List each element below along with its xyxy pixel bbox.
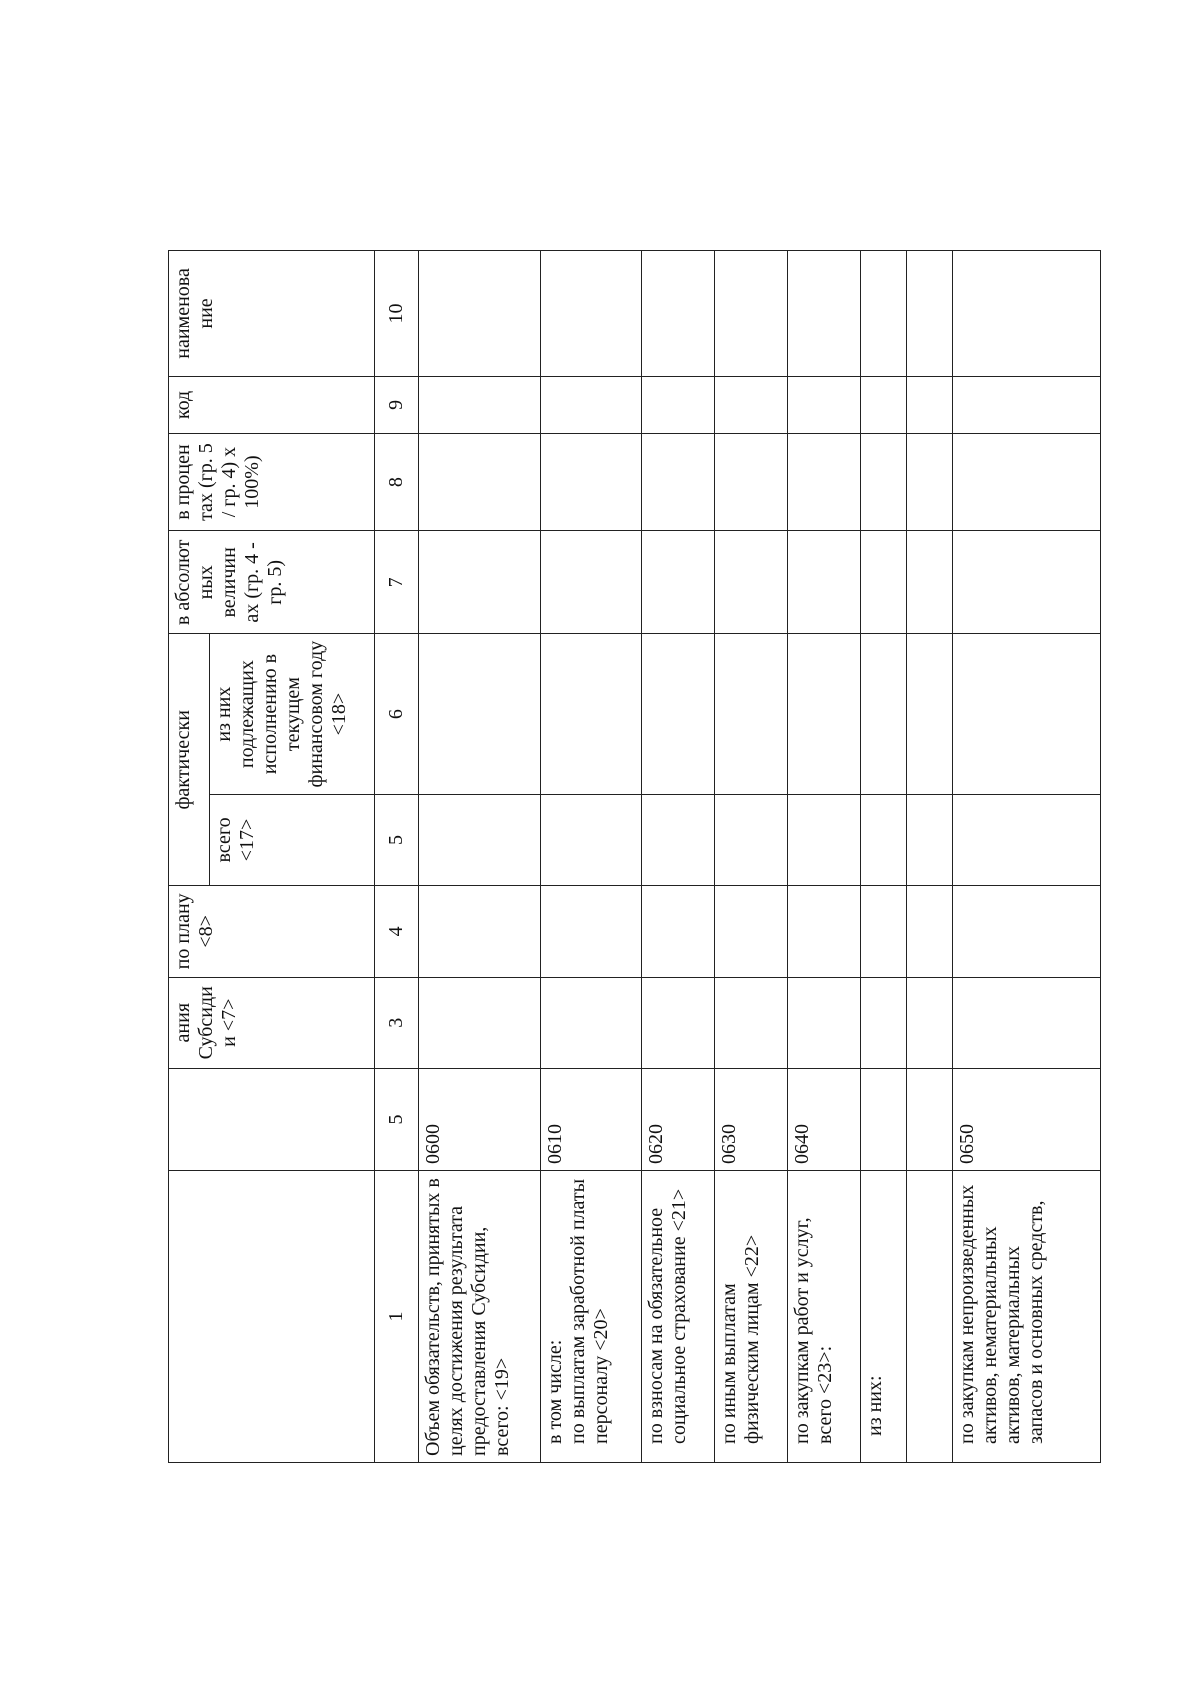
colnum-8: 8 [375, 433, 419, 530]
colnum-2: 5 [375, 1068, 419, 1170]
row-cell [419, 531, 541, 634]
row-cell [861, 433, 907, 530]
table-row [861, 251, 907, 1463]
row-cell [642, 251, 715, 377]
row-cell [907, 251, 953, 377]
row-label-prefix: в том числе: [544, 1339, 566, 1444]
row-cell [715, 634, 788, 794]
row-cell [953, 376, 1101, 433]
rotated-table-container [168, 250, 1100, 1463]
table-row [788, 251, 861, 1463]
row-cell [861, 376, 907, 433]
row-cell [953, 433, 1101, 530]
row-cell [953, 794, 1101, 885]
row-cell [907, 531, 953, 634]
row-label: по иным выплатам физическим лицам <22> [715, 1170, 788, 1462]
row-cell [715, 251, 788, 377]
colnum-5: 5 [375, 794, 419, 885]
row-label: по закупкам непроизведенных активов, нематериальных активов, материальных запасов и основных средств, [953, 1170, 1101, 1462]
row-cell [419, 794, 541, 885]
row-cell [861, 531, 907, 634]
row-cell [715, 376, 788, 433]
row-cell [541, 794, 642, 885]
row-cell [419, 433, 541, 530]
row-cell [642, 531, 715, 634]
row-cell [642, 433, 715, 530]
row-label: по закупкам работ и услуг, всего <23>: [788, 1170, 861, 1462]
row-cell [642, 634, 715, 794]
row-label [541, 1170, 642, 1462]
row-cell [541, 251, 642, 377]
row-cell [419, 977, 541, 1068]
subsidy-report-table [168, 250, 1101, 1463]
row-cell [861, 794, 907, 885]
row-cell [907, 634, 953, 794]
colnum-10: 10 [375, 251, 419, 377]
row-cell [953, 977, 1101, 1068]
header-col2-cell [169, 1068, 375, 1170]
row-code [907, 1068, 953, 1170]
row-cell [419, 886, 541, 977]
row-cell [541, 977, 642, 1068]
table-row [642, 251, 715, 1463]
row-cell [541, 531, 642, 634]
row-cell [715, 977, 788, 1068]
row-cell [541, 433, 642, 530]
row-label-text: по выплатам заработной платы персоналу <20> [567, 1178, 612, 1444]
colnum-1: 1 [375, 1170, 419, 1462]
row-cell [642, 794, 715, 885]
row-cell [953, 634, 1101, 794]
colnum-3: 3 [375, 977, 419, 1068]
row-label: по взносам на обязательное социальное страхование <21> [642, 1170, 715, 1462]
header-col10-cell: наименова ние [169, 251, 375, 377]
row-cell [788, 376, 861, 433]
row-cell [715, 433, 788, 530]
colnum-9: 9 [375, 376, 419, 433]
colnum-7: 7 [375, 531, 419, 634]
row-cell [419, 634, 541, 794]
row-cell [788, 251, 861, 377]
row-cell [907, 433, 953, 530]
row-cell [788, 886, 861, 977]
row-cell [419, 251, 541, 377]
row-cell [715, 531, 788, 634]
row-cell [788, 794, 861, 885]
header-col9-cell: код [169, 376, 375, 433]
row-cell [788, 977, 861, 1068]
row-cell [907, 376, 953, 433]
row-cell [541, 634, 642, 794]
table-row [953, 251, 1101, 1463]
row-cell [541, 376, 642, 433]
row-code: 0610 [541, 1068, 642, 1170]
table-row [419, 251, 541, 1463]
row-cell [861, 634, 907, 794]
row-cell [907, 794, 953, 885]
header-col3-cell: ания Субсиди и <7> [169, 977, 375, 1068]
colnum-6: 6 [375, 634, 419, 794]
row-cell [788, 433, 861, 530]
row-cell [419, 376, 541, 433]
row-cell [861, 977, 907, 1068]
row-code: 0600 [419, 1068, 541, 1170]
header-col5-cell: всего <17> [210, 794, 375, 885]
row-cell [861, 251, 907, 377]
table-row [907, 251, 953, 1463]
row-cell [642, 376, 715, 433]
header-col7-cell: в абсолют ных величин ах (гр. 4 - гр. 5) [169, 531, 375, 634]
colnum-4: 4 [375, 886, 419, 977]
row-label: из них: [861, 1170, 907, 1462]
header-col6-cell: из них подлежащих исполнению в текущем финансовом году <18> [210, 634, 375, 794]
row-code: 0630 [715, 1068, 788, 1170]
row-cell [788, 531, 861, 634]
row-cell [642, 977, 715, 1068]
header-col1-cell [169, 1170, 375, 1462]
row-code [861, 1068, 907, 1170]
row-cell [788, 634, 861, 794]
table-row [715, 251, 788, 1463]
row-code: 0650 [953, 1068, 1101, 1170]
row-cell [715, 794, 788, 885]
header-col8-cell: в процен тах (гр. 5 / гр. 4) х 100%) [169, 433, 375, 530]
row-code: 0620 [642, 1068, 715, 1170]
row-code: 0640 [788, 1068, 861, 1170]
row-cell [715, 886, 788, 977]
row-cell [907, 977, 953, 1068]
row-cell [953, 531, 1101, 634]
row-cell [861, 886, 907, 977]
row-label [907, 1170, 953, 1462]
row-cell [953, 886, 1101, 977]
table-row [541, 251, 642, 1463]
row-cell [953, 251, 1101, 377]
header-col4-cell: по плану <8> [169, 886, 375, 977]
row-cell [541, 886, 642, 977]
row-cell [907, 886, 953, 977]
row-cell [642, 886, 715, 977]
header-fakticheski-cell: фактически [169, 634, 210, 886]
row-label: Объем обязательств, принятых в целях достижения результата предоставления Субсидии, всего: <19> [419, 1170, 541, 1462]
